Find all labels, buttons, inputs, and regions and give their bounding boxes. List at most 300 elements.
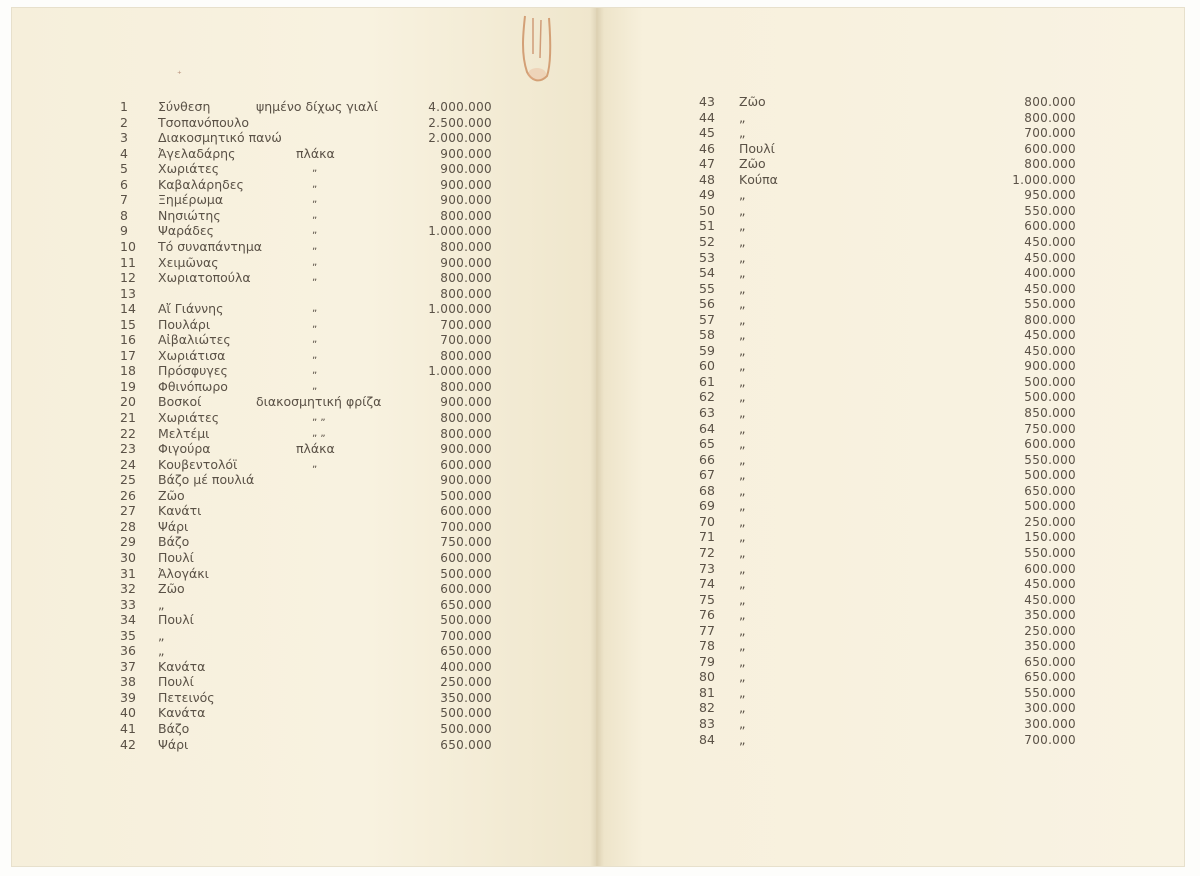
entry-number: 53 (699, 249, 715, 265)
entry-price: 2.000.000 (428, 131, 492, 146)
entry-title: „ (739, 389, 746, 405)
entry-price: 500.000 (440, 488, 492, 503)
entry-price: 750.000 (440, 535, 492, 550)
entry-price: 900.000 (440, 255, 492, 270)
entry-title: Χωριάτες (158, 161, 220, 177)
entry-price: 800.000 (1024, 95, 1076, 109)
entry-price: 950.000 (1024, 188, 1076, 203)
entry-title: Κουβεντολόϊ (158, 456, 238, 472)
entry-number: 69 (699, 498, 715, 514)
entry-title: Χωριάτισα (158, 347, 226, 363)
entry-number: 1 (120, 99, 128, 114)
entry-title: „ (739, 467, 746, 483)
catalogue-entry (12, 458, 492, 472)
entry-price: 300.000 (1024, 701, 1076, 716)
entry-price: 500.000 (1024, 468, 1076, 483)
entry-title: Βοσκοί (158, 394, 202, 410)
entry-title: Πουλί (158, 612, 194, 628)
catalogue-entry (596, 251, 1076, 265)
entry-price: 350.000 (1024, 639, 1076, 654)
catalogue-entry (596, 142, 1076, 156)
catalogue-entry (596, 530, 1076, 544)
entry-number: 7 (120, 192, 128, 208)
ditto-mark: „ „ (312, 412, 326, 423)
entry-number: 78 (699, 638, 715, 654)
entry-title: „ (739, 280, 746, 296)
entry-number: 4 (120, 145, 128, 161)
entry-title: Ἀλογάκι (158, 565, 209, 581)
entry-title: „ (739, 513, 746, 529)
entry-description: πλάκα (296, 441, 335, 457)
entry-title: Ζῶο (158, 581, 185, 597)
entry-price: 800.000 (440, 208, 492, 223)
catalogue-entry (12, 691, 492, 705)
entry-title: „ (739, 342, 746, 358)
entry-number: 27 (120, 503, 136, 519)
entry-number: 13 (120, 285, 136, 301)
entry-title: „ (739, 576, 746, 592)
entry-title: Τό συναπάντημα (158, 238, 263, 254)
catalogue-entry (596, 484, 1076, 498)
entry-title: „ (739, 327, 746, 343)
entry-title: „ (739, 358, 746, 374)
entry-title: „ (739, 669, 746, 685)
entry-title: Ἀγελαδάρης (158, 145, 236, 161)
entry-price: 600.000 (1024, 141, 1076, 156)
ditto-mark: „ (312, 194, 318, 206)
entry-number: 37 (120, 658, 136, 674)
entry-title: Βάζο (158, 534, 190, 550)
ditto-mark: „ (312, 272, 318, 284)
entry-price: 600.000 (440, 550, 492, 565)
entry-title: „ (739, 265, 746, 281)
entry-price: 800.000 (440, 286, 492, 301)
entry-number: 10 (120, 238, 136, 254)
entry-title: Χωριάτες (158, 410, 220, 425)
entry-number: 41 (120, 721, 136, 736)
entry-title: „ (739, 451, 746, 467)
entry-price: 550.000 (1024, 545, 1076, 560)
entry-price: 1.000.000 (1012, 172, 1076, 187)
catalogue-entry (596, 624, 1076, 638)
entry-number: 29 (120, 534, 136, 550)
entry-description: πλάκα (296, 145, 335, 161)
entry-title: „ (739, 233, 746, 249)
entry-title: Κούπα (739, 171, 778, 187)
entry-title: „ (158, 643, 165, 659)
entry-title: Χωριατοπούλα (158, 270, 251, 286)
catalogue-entry (12, 318, 492, 332)
entry-title: „ (739, 296, 746, 312)
entry-price: 650.000 (1024, 483, 1076, 498)
catalogue-entry (596, 344, 1076, 358)
entry-price: 900.000 (440, 146, 492, 161)
entry-number: 67 (699, 467, 715, 483)
entry-price: 250.000 (1024, 623, 1076, 638)
entry-price: 650.000 (440, 644, 492, 659)
entry-price: 550.000 (1024, 297, 1076, 312)
entry-number: 72 (699, 544, 715, 560)
entry-number: 43 (699, 94, 715, 109)
entry-price: 1.000.000 (428, 224, 492, 239)
entry-number: 8 (120, 207, 128, 223)
entry-price: 1.000.000 (428, 302, 492, 317)
entry-title: Ψάρι (158, 518, 189, 534)
catalogue-entry (596, 219, 1076, 233)
catalogue-entry (596, 406, 1076, 420)
entry-title: „ (739, 311, 746, 327)
entry-title: Πουλί (739, 140, 775, 156)
entry-title: Κανάτα (158, 658, 206, 674)
entry-title: Πουλί (158, 549, 194, 565)
catalogue-entry (12, 473, 492, 487)
catalogue-entry (12, 349, 492, 363)
catalogue-entry (12, 738, 492, 752)
entry-number: 50 (699, 202, 715, 218)
entry-number: 42 (120, 736, 136, 752)
entry-title: „ (158, 596, 165, 612)
entry-title: Ψαράδες (158, 223, 214, 239)
entry-number: 39 (120, 689, 136, 705)
catalogue-entry (596, 328, 1076, 342)
entry-title: Κανάτι (158, 503, 202, 519)
entry-title: Ζῶο (158, 487, 185, 503)
entry-number: 81 (699, 684, 715, 700)
entry-number: 14 (120, 301, 136, 317)
entry-price: 150.000 (1024, 530, 1076, 545)
entry-title: Φθινόπωρο (158, 378, 228, 394)
entry-title: „ (739, 544, 746, 560)
catalogue-entry (596, 375, 1076, 389)
entry-number: 2 (120, 114, 128, 130)
entry-price: 750.000 (1024, 421, 1076, 436)
entry-number: 63 (699, 405, 715, 420)
entry-number: 57 (699, 311, 715, 327)
entry-price: 700.000 (440, 317, 492, 332)
catalogue-entry (12, 504, 492, 518)
catalogue-entry (12, 489, 492, 503)
ditto-mark: „ (312, 240, 318, 252)
entry-number: 21 (120, 410, 136, 425)
entry-price: 250.000 (440, 675, 492, 690)
entry-title: Καβαλάρηδες (158, 176, 244, 192)
entry-description: διακοσμητική φρίζα (256, 394, 382, 410)
entry-title: „ (739, 591, 746, 607)
entry-price: 800.000 (440, 271, 492, 286)
entry-price: 800.000 (440, 411, 492, 425)
entry-number: 25 (120, 472, 136, 488)
entry-number: 32 (120, 581, 136, 597)
entry-number: 38 (120, 674, 136, 690)
entry-price: 250.000 (1024, 514, 1076, 529)
entry-number: 55 (699, 280, 715, 296)
entry-price: 900.000 (440, 473, 492, 488)
catalogue-entry (596, 453, 1076, 467)
entry-title: Κανάτα (158, 705, 206, 721)
entry-number: 33 (120, 596, 136, 612)
entry-title: Βάζο μέ πουλιά (158, 472, 255, 488)
catalogue-entry (12, 178, 492, 192)
right-page (596, 8, 1184, 866)
entry-price: 800.000 (1024, 157, 1076, 172)
entry-title: „ (739, 560, 746, 576)
entry-number: 84 (699, 731, 715, 747)
entry-number: 49 (699, 187, 715, 203)
entry-price: 700.000 (440, 333, 492, 348)
catalogue-entry (596, 95, 1076, 109)
entry-price: 450.000 (1024, 592, 1076, 607)
entry-number: 26 (120, 487, 136, 503)
entry-title: Τσοπανόπουλο (158, 114, 250, 130)
entry-price: 500.000 (440, 722, 492, 736)
entry-price: 600.000 (1024, 219, 1076, 234)
catalogue-entry (596, 437, 1076, 451)
entry-price: 900.000 (440, 162, 492, 177)
catalogue-entry (596, 188, 1076, 202)
ditto-mark: „ „ (312, 427, 326, 439)
ditto-mark: „ (312, 318, 318, 330)
entry-title: „ (739, 684, 746, 700)
catalogue-entry (12, 193, 492, 207)
entry-price: 600.000 (440, 582, 492, 597)
entry-title: Πετεινός (158, 689, 215, 705)
entry-number: 60 (699, 358, 715, 374)
catalogue-entry (12, 256, 492, 270)
center-fold (590, 8, 604, 866)
entry-price: 550.000 (1024, 685, 1076, 700)
catalogue-entry (596, 717, 1076, 731)
ditto-mark: „ (312, 349, 318, 361)
catalogue-entry (596, 468, 1076, 482)
entry-number: 19 (120, 378, 136, 394)
catalogue-entry (596, 593, 1076, 607)
catalogue-entry (12, 411, 492, 425)
catalogue-entry (596, 111, 1076, 125)
catalogue-entry (12, 131, 492, 145)
entry-title: „ (739, 700, 746, 716)
ditto-mark: „ (312, 365, 318, 377)
catalogue-entry (12, 535, 492, 549)
entry-number: 58 (699, 327, 715, 343)
entry-number: 61 (699, 373, 715, 389)
entry-number: 16 (120, 332, 136, 348)
catalogue-entry (12, 442, 492, 456)
entry-price: 500.000 (440, 566, 492, 581)
entry-title: Ζῶο (739, 156, 766, 172)
entry-price: 700.000 (440, 628, 492, 643)
entry-title: Βάζο (158, 721, 190, 736)
ditto-mark: „ (312, 163, 318, 175)
entry-price: 600.000 (440, 504, 492, 519)
catalogue-entry (12, 116, 492, 130)
catalogue-spread (12, 8, 1184, 866)
entry-price: 500.000 (440, 613, 492, 628)
entry-number: 17 (120, 347, 136, 363)
ditto-mark: „ (312, 209, 318, 221)
entry-price: 900.000 (1024, 359, 1076, 374)
catalogue-entry (596, 297, 1076, 311)
ditto-mark: „ (312, 225, 318, 237)
entry-price: 900.000 (440, 442, 492, 457)
entry-number: 80 (699, 669, 715, 685)
catalogue-entry (12, 551, 492, 565)
entry-number: 74 (699, 576, 715, 592)
entry-number: 66 (699, 451, 715, 467)
entry-price: 450.000 (1024, 250, 1076, 265)
entry-price: 500.000 (1024, 390, 1076, 405)
catalogue-entry (12, 287, 492, 301)
entry-price: 600.000 (440, 457, 492, 472)
entry-price: 450.000 (1024, 577, 1076, 592)
catalogue-entry (12, 240, 492, 254)
entry-price: 400.000 (1024, 266, 1076, 281)
entry-title: Διακοσμητικό πανώ (158, 130, 282, 146)
catalogue-entry (12, 209, 492, 223)
entry-title: Πουλάρι (158, 316, 211, 332)
entry-number: 31 (120, 565, 136, 581)
entry-price: 550.000 (1024, 452, 1076, 467)
entry-number: 12 (120, 270, 136, 286)
catalogue-entry (12, 380, 492, 394)
catalogue-entry (596, 359, 1076, 373)
entry-title: „ (739, 405, 746, 420)
entry-price: 500.000 (440, 706, 492, 721)
catalogue-entry (596, 577, 1076, 591)
entry-number: 51 (699, 218, 715, 234)
entry-number: 6 (120, 176, 128, 192)
entry-title: „ (739, 529, 746, 545)
catalogue-entry (12, 333, 492, 347)
entry-number: 75 (699, 591, 715, 607)
entry-number: 65 (699, 436, 715, 452)
catalogue-entry (596, 157, 1076, 171)
entry-title: Χειμῶνας (158, 254, 219, 270)
catalogue-entry (596, 655, 1076, 669)
entry-title: „ (158, 627, 165, 643)
catalogue-entry (596, 173, 1076, 187)
entry-title: Πουλί (158, 674, 194, 690)
catalogue-entry (596, 608, 1076, 622)
entry-number: 11 (120, 254, 136, 270)
entry-title: Ψάρι (158, 736, 189, 752)
entry-title: Μελτέμι (158, 425, 210, 441)
catalogue-entry (596, 126, 1076, 140)
entry-title: Ζῶο (739, 94, 766, 109)
entry-price: 2.500.000 (428, 115, 492, 130)
entry-price: 900.000 (440, 395, 492, 410)
entry-price: 1.000.000 (428, 364, 492, 379)
catalogue-entry (12, 147, 492, 161)
entry-price: 350.000 (1024, 608, 1076, 623)
catalogue-entry (596, 235, 1076, 249)
entry-number: 68 (699, 482, 715, 498)
entry-title: „ (739, 202, 746, 218)
entry-price: 450.000 (1024, 234, 1076, 249)
catalogue-entry (596, 639, 1076, 653)
entry-title: „ (739, 373, 746, 389)
entry-number: 3 (120, 130, 128, 146)
catalogue-entry (12, 629, 492, 643)
entry-title: „ (739, 436, 746, 452)
entry-number: 40 (120, 705, 136, 721)
entry-number: 70 (699, 513, 715, 529)
entry-price: 650.000 (440, 737, 492, 752)
entry-number: 18 (120, 363, 136, 379)
catalogue-entry (12, 395, 492, 409)
entry-number: 64 (699, 420, 715, 436)
entry-price: 650.000 (1024, 670, 1076, 685)
catalogue-entry (12, 520, 492, 534)
entry-title: „ (739, 218, 746, 234)
entry-number: 15 (120, 316, 136, 332)
entry-number: 23 (120, 441, 136, 457)
catalogue-entry (12, 598, 492, 612)
entry-number: 54 (699, 265, 715, 281)
catalogue-entry (12, 644, 492, 658)
catalogue-entry (12, 722, 492, 736)
entry-title: „ (739, 125, 746, 141)
entry-title: Αἰβαλιώτες (158, 332, 231, 348)
entry-number: 56 (699, 296, 715, 312)
entry-number: 44 (699, 109, 715, 125)
entry-number: 45 (699, 125, 715, 141)
entry-title: Αἴ Γιάννης (158, 301, 224, 317)
catalogue-entry (12, 613, 492, 627)
catalogue-entry (12, 660, 492, 674)
entry-number: 71 (699, 529, 715, 545)
entry-number: 62 (699, 389, 715, 405)
entry-number: 73 (699, 560, 715, 576)
entry-price: 800.000 (440, 348, 492, 363)
entry-number: 28 (120, 518, 136, 534)
entry-price: 4.000.000 (428, 100, 492, 114)
entry-number: 48 (699, 171, 715, 187)
entry-number: 47 (699, 156, 715, 172)
entry-price: 400.000 (440, 659, 492, 674)
entry-title: „ (739, 420, 746, 436)
catalogue-entry (12, 582, 492, 596)
entry-price: 700.000 (1024, 732, 1076, 747)
entry-price: 650.000 (1024, 654, 1076, 669)
catalogue-entry (12, 567, 492, 581)
entry-number: 22 (120, 425, 136, 441)
catalogue-entry (596, 422, 1076, 436)
binding-stain (517, 14, 557, 86)
ditto-mark: „ (312, 334, 318, 346)
entry-title: „ (739, 482, 746, 498)
entry-number: 79 (699, 653, 715, 669)
entry-title: Σύνθεση (158, 99, 211, 114)
catalogue-entry (12, 271, 492, 285)
entry-number: 35 (120, 627, 136, 643)
entry-description: ψημένο δίχως γιαλί (256, 99, 378, 114)
entry-number: 46 (699, 140, 715, 156)
catalogue-entry (596, 686, 1076, 700)
catalogue-entry (12, 100, 492, 114)
catalogue-entry (596, 670, 1076, 684)
catalogue-entry (596, 701, 1076, 715)
entry-title: „ (739, 638, 746, 654)
entry-title: „ (739, 607, 746, 623)
entry-title: „ (739, 187, 746, 203)
ditto-mark: „ (312, 178, 318, 190)
catalogue-entry (12, 162, 492, 176)
entry-title: „ (739, 731, 746, 747)
entry-price: 900.000 (440, 177, 492, 192)
catalogue-entry (596, 562, 1076, 576)
catalogue-entry (596, 499, 1076, 513)
catalogue-entry (12, 224, 492, 238)
